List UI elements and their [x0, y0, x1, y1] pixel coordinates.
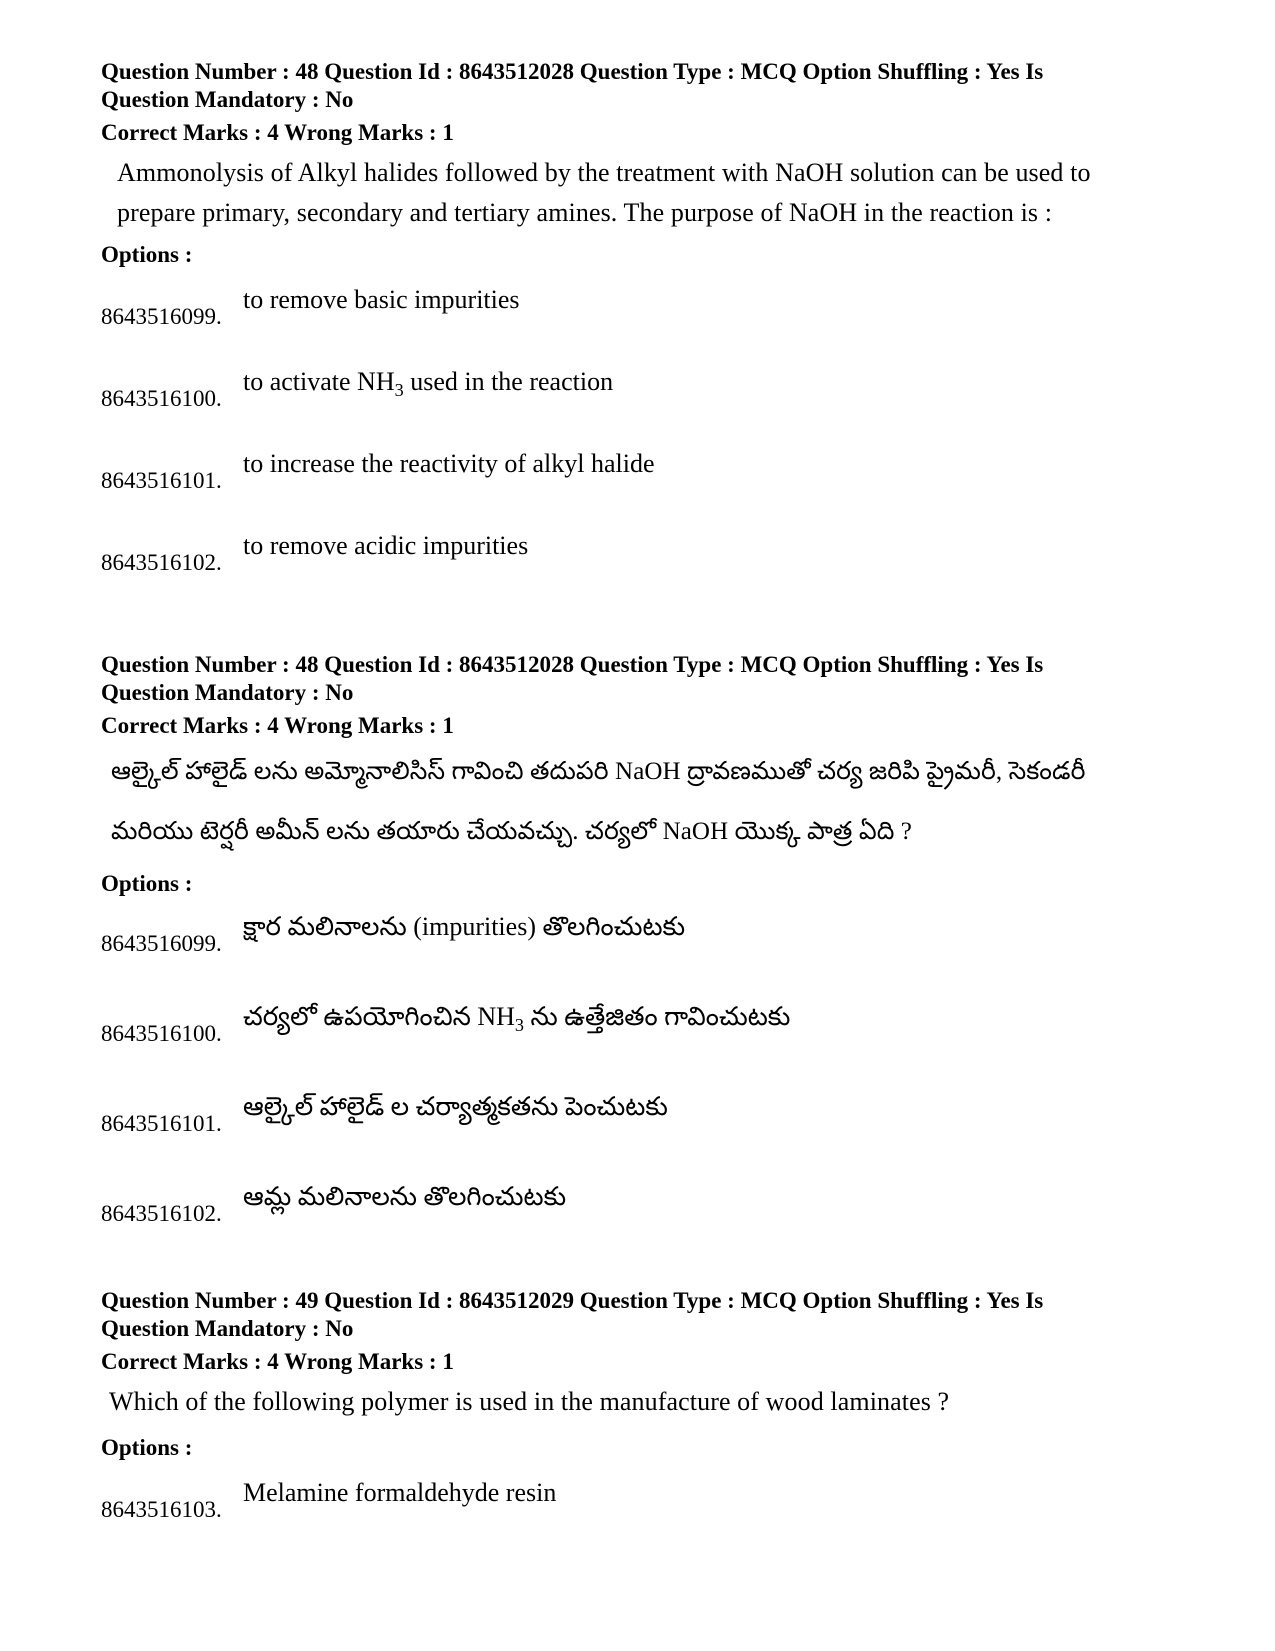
- option-id: 8643516099.: [101, 931, 222, 956]
- question-text-line: ఆల్కైల్ హాలైడ్ లను అమ్మోనాలిసిస్ గావించి తదుపరి NaOH ద్రావణముతో చర్య జరిపి ప్రైమరీ, సెకండరీ: [111, 758, 1086, 785]
- option-row: [101, 447, 1191, 529]
- question-text-line: మరియు టెర్షరీ అమీన్ లను తయారు చేయవచ్చు. చర్యలో NaOH యొక్క పాత్ర ఏది ?: [111, 818, 913, 845]
- option-text-subscript: 3: [394, 380, 404, 400]
- option-text-part: ను ఉత్తేజితం గావించుటకు: [524, 1002, 791, 1031]
- question-meta: Question Number : 49 Question Id : 8643512029 Question Type : MCQ Option Shuffling : Yes Is: [101, 1288, 1044, 1313]
- options-label: Options :: [101, 1435, 193, 1460]
- option-text-subscript: 3: [514, 1015, 525, 1035]
- option-text-part: చర్యలో ఉపయోగించిన NH: [243, 1002, 515, 1031]
- option-text: [243, 1000, 790, 1042]
- option-id: 8643516099.: [101, 304, 222, 329]
- option-id: 8643516101.: [101, 1111, 222, 1136]
- option-text: ఆమ్ల మలినాలను తొలగించుటకు: [243, 1182, 567, 1211]
- question-marks: Correct Marks : 4 Wrong Marks : 1: [101, 120, 454, 145]
- option-id: 8643516102.: [101, 550, 222, 575]
- question-text-line: Which of the following polymer is used in the manufacture of wood laminates ?: [109, 1387, 950, 1416]
- option-row: [101, 1090, 1191, 1180]
- option-text: to increase the reactivity of alkyl halide: [243, 449, 655, 478]
- question-text-line: prepare primary, secondary and tertiary amines. The purpose of NaOH in the reaction is :: [117, 198, 1053, 227]
- option-id: 8643516103.: [101, 1497, 222, 1522]
- options-label: Options :: [101, 871, 193, 896]
- option-text: క్షార మలినాలను (impurities) తొలగించుటకు: [243, 912, 686, 941]
- option-row: [101, 1180, 1191, 1270]
- question-marks: Correct Marks : 4 Wrong Marks : 1: [101, 713, 454, 738]
- question-block-3: [101, 1287, 1191, 1558]
- option-text: [243, 365, 613, 407]
- option-row: [101, 1476, 1191, 1558]
- option-id: 8643516100.: [101, 1021, 222, 1046]
- question-block-1: [101, 58, 1191, 611]
- question-text: [111, 742, 1191, 862]
- option-text: to remove basic impurities: [243, 285, 520, 314]
- option-row: [101, 910, 1191, 1000]
- question-block-2: [101, 651, 1191, 1270]
- option-text: Melamine formaldehyde resin: [243, 1478, 557, 1507]
- question-mandatory: Question Mandatory : No: [101, 680, 354, 705]
- option-text: ఆల్కైల్ హాలైడ్ ల చర్యాత్మకతను పెంచుటకు: [243, 1092, 668, 1121]
- option-text-part: to activate NH: [243, 367, 395, 396]
- question-marks: Correct Marks : 4 Wrong Marks : 1: [101, 1349, 454, 1374]
- question-mandatory: Question Mandatory : No: [101, 1316, 354, 1341]
- question-mandatory: Question Mandatory : No: [101, 87, 354, 112]
- option-id: 8643516100.: [101, 386, 222, 411]
- option-text-part: used in the reaction: [403, 367, 614, 396]
- question-text-line: Ammonolysis of Alkyl halides followed by the treatment with NaOH solution can be used to: [117, 158, 1091, 187]
- option-id: 8643516102.: [101, 1201, 222, 1226]
- options-label: Options :: [101, 242, 193, 267]
- option-row: [101, 1000, 1191, 1090]
- question-meta: Question Number : 48 Question Id : 8643512028 Question Type : MCQ Option Shuffling : Yes Is: [101, 59, 1044, 84]
- option-text: to remove acidic impurities: [243, 531, 529, 560]
- option-row: [101, 365, 1191, 447]
- option-id: 8643516101.: [101, 468, 222, 493]
- question-text: [109, 1382, 1191, 1422]
- option-row: [101, 283, 1191, 365]
- question-text: [117, 153, 1191, 233]
- option-row: [101, 529, 1191, 611]
- question-meta: Question Number : 48 Question Id : 8643512028 Question Type : MCQ Option Shuffling : Yes Is: [101, 652, 1044, 677]
